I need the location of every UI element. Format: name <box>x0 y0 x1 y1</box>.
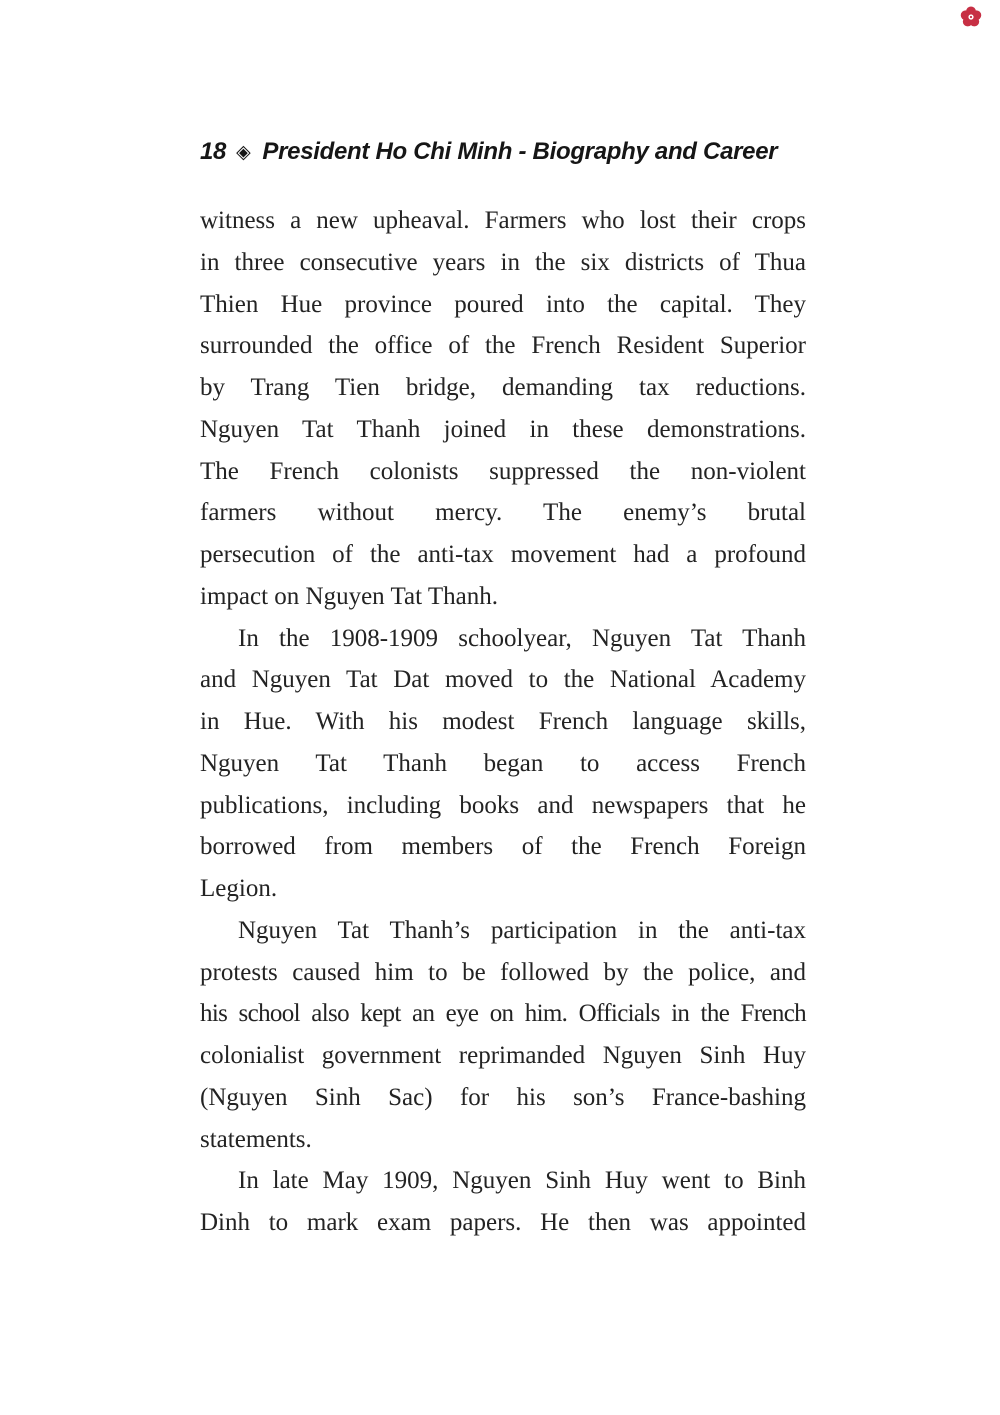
text-line: by Trang Tien bridge, demanding tax reductions. <box>200 374 806 401</box>
text-line: (Nguyen Sinh Sac) for his son’s France-bashing <box>200 1083 806 1111</box>
text-line: The French colonists suppressed the non-violent <box>200 457 806 485</box>
text-line: protests caused him to be followed by the police, and <box>200 958 806 986</box>
text-line: in three consecutive years in the six districts of Thua <box>200 248 806 276</box>
text-line: Nguyen Tat Thanh’s participation in the anti-tax <box>238 916 806 944</box>
paragraph <box>200 1160 806 1244</box>
text-line: Dinh to mark exam papers. He then was appointed <box>200 1209 806 1236</box>
text-line: in Hue. With his modest French language skills, <box>200 708 806 735</box>
text-line: his school also kept an eye on him. Officials in the French <box>200 1000 806 1028</box>
text-line: Thien Hue province poured into the capital. They <box>200 290 806 318</box>
text-line: farmers without mercy. The enemy’s brutal <box>200 499 806 527</box>
text-line: statements. <box>200 1125 312 1153</box>
text-line: colonialist government reprimanded Nguyen Sinh Huy <box>200 1042 806 1069</box>
text-line: impact on Nguyen Tat Thanh. <box>200 582 498 610</box>
paragraph <box>200 200 806 618</box>
text-line: Nguyen Tat Thanh joined in these demonstrations. <box>200 415 806 443</box>
text-line: In late May 1909, Nguyen Sinh Huy went to Binh <box>238 1167 806 1195</box>
text-line: borrowed from members of the French Foreign <box>200 833 806 861</box>
running-title: President Ho Chi Minh - Biography and Career <box>262 138 778 165</box>
text-line: and Nguyen Tat Dat moved to the National Academy <box>200 666 806 694</box>
page-number: 18 <box>200 138 227 165</box>
paragraph <box>200 618 806 910</box>
text-line: publications, including books and newspapers that he <box>200 791 806 819</box>
body-text <box>200 200 806 1244</box>
text-line: witness a new upheaval. Farmers who lost their crops <box>200 207 806 234</box>
text-line: Nguyen Tat Thanh began to access French <box>200 749 806 777</box>
text-line: Legion. <box>200 875 278 902</box>
paragraph <box>200 910 806 1161</box>
text-line: persecution of the anti-tax movement had a profound <box>200 541 806 568</box>
text-line: surrounded the office of the French Resident Superior <box>200 332 806 360</box>
diamond-icon: ◈ <box>236 141 251 163</box>
text-line: In the 1908-1909 schoolyear, Nguyen Tat Thanh <box>238 624 806 652</box>
plum-blossom-svg <box>960 6 982 28</box>
page-header <box>200 138 840 170</box>
plum-blossom-icon <box>960 6 982 28</box>
